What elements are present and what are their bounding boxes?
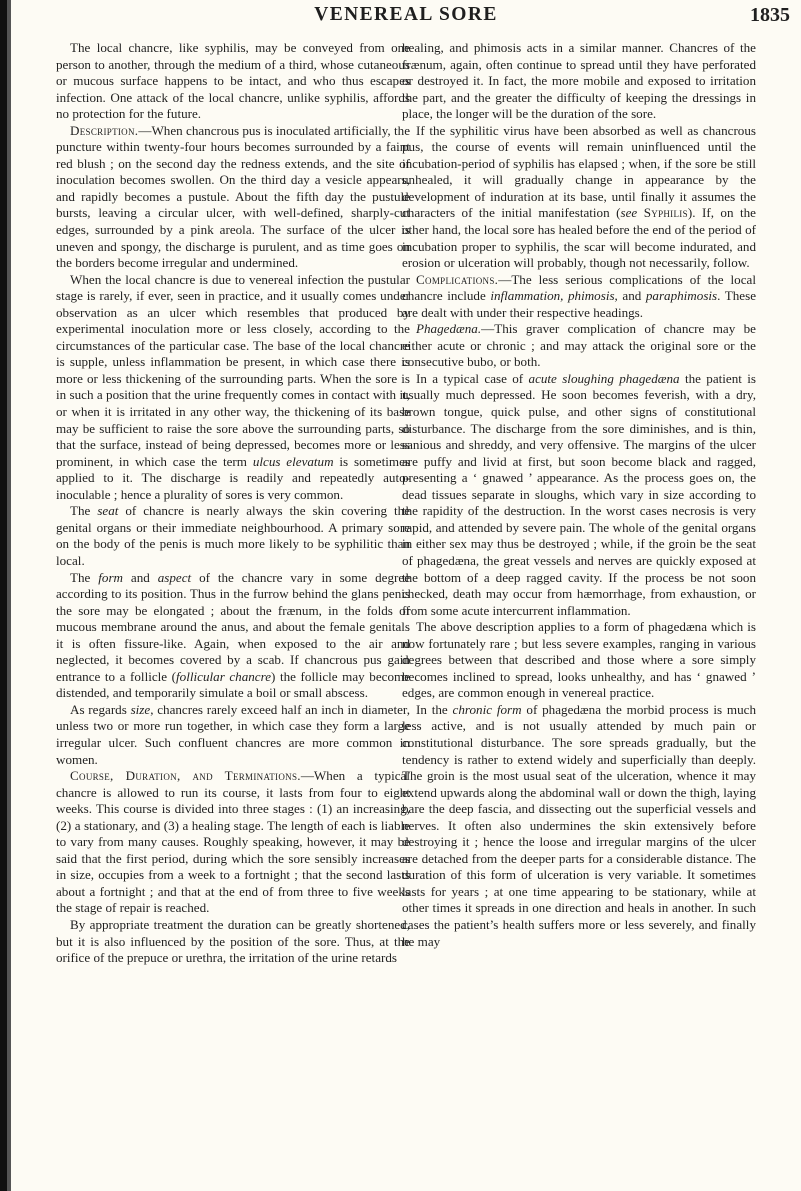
- paragraph: [402, 272, 756, 322]
- page-number: 1835: [750, 4, 790, 26]
- text-run: of chancre is nearly always the skin covering the genital organs or their immediate neighbourhood. A primary sore on the body of the penis is much more likely to be syphilitic than local.: [56, 503, 410, 568]
- italic-term: Phagedæna.: [416, 321, 482, 337]
- paragraph: [402, 371, 756, 619]
- italic-term: seat: [97, 503, 119, 519]
- text-run: The local chancre, like syphilis, may be conveyed from one person to another, through the medium of a third, whose cutaneous or mucous surface happens to be intact, and who thus escapes infection. One attack of the local chancre, unlike syphilis, affords no protection for the future.: [56, 40, 410, 122]
- italic-term: chronic form: [452, 701, 522, 717]
- text-run: and: [617, 288, 646, 304]
- italic-term: paraphimosis: [645, 288, 718, 304]
- text-run: of the chancre vary in some degree according to its position. Thus in the furrow behind the glans penis the sore may be elongated ; about the frænum, in the folds of mucous membrane around the anus, and about the female genitals it is often fissure-like. Again, when exposed to the air and neglected, it becomes covered by a scab. If chancrous pus gain entrance to a follicle (: [56, 569, 411, 684]
- section-heading: Complications.: [416, 271, 499, 287]
- paragraph: [56, 272, 410, 504]
- italic-term: form: [98, 569, 124, 585]
- paragraph: [56, 40, 410, 123]
- italic-term: inflammation, phimosis,: [490, 288, 618, 304]
- paragraph: [56, 917, 410, 967]
- text-run: As regards: [70, 701, 131, 717]
- italic-term: aspect: [157, 569, 192, 585]
- text-run: The: [70, 569, 99, 585]
- page-binding-edge: [0, 0, 7, 1191]
- paragraph: [402, 123, 756, 272]
- paragraph: [56, 503, 410, 569]
- page-title: VENEREAL SORE: [314, 4, 498, 25]
- text-run: The above description applies to a form of phagedæna which is now fortunately rare ; but less severe examples, ranging in various degrees between that described and those where a sore simply becomes inclined to spread, looks unhealthy, and has ‘ gnawed ’ edges, are common enough in venereal practice.: [402, 619, 756, 701]
- text-run: In the: [416, 701, 453, 717]
- italic-term: size: [130, 701, 151, 717]
- running-header: [18, 0, 794, 36]
- italic-term: follicular chancre: [176, 668, 272, 684]
- paragraph: [402, 321, 756, 371]
- italic-term: see: [620, 205, 638, 221]
- paragraph: [56, 123, 410, 272]
- text-run: ) the follicle may become distended, and temporarily simulate a boil or small abscess.: [56, 668, 411, 701]
- text-run: —This graver complication of chancre may be either acute or chronic ; and may attack the original sore or the consecutive bubo, or both.: [402, 321, 756, 370]
- text-run: the patient is usually much depressed. He soon becomes feverish, with a dry, brown tongue, quick pulse, and other signs of constitutional disturbance. The discharge from the sore diminishes, and is thin, sanious and shreddy, and very offensive. The margins of the ulcer are puffy and livid at first, but soon become black and ragged, presenting a ‘ gnawed ’ appearance. As the process goes on, the dead tissues separate in sloughs, which vary in size according to the rapidity of the destruction. In the worst cases necrosis is very rapid, and attended by severe pain. The whole of the genital organs in either sex may thus be destroyed ; while, if the groin be the seat of phagedæna, the great vessels and nerves are quickly exposed at the bottom of a deep ragged cavity. If the process be not soon checked, death may occur from hæmorrhage, from exhaustion, or from some acute intercurrent inflammation.: [402, 370, 756, 618]
- italic-term: acute sloughing phagedæna: [528, 370, 680, 386]
- text-run: —The less serious complications of the local chancre include: [402, 271, 756, 304]
- paragraph: [402, 40, 756, 123]
- text-run: , chancres rarely exceed half an inch in diameter, unless two or more run together, in which case they form a large irregular ulcer. Such confluent chancres are more common in women.: [56, 701, 410, 767]
- text-run: By appropriate treatment the duration can be greatly shortened, but it is also influenced by the position of the sore. Thus, at the orifice of the prepuce or urethra, the irritation of the urine retards: [56, 916, 410, 966]
- text-run: is sometimes applied to it. The discharge is readily and repeatedly auto-inoculable ; hence a plurality of sores is very common.: [56, 453, 410, 502]
- paragraph: [56, 702, 410, 768]
- text-run: If the syphilitic virus have been absorbed as well as chancrous pus, the course of events will remain uninfluenced until the incubation-period of syphilis has elapsed ; when, if the sore be still unhealed, it will gradually change in appearance by the development of induration at its base, until finally it assumes the characters of the initial manifestation (: [402, 122, 756, 221]
- text-run: of phagedæna the morbid process is much less active, and is not usually attended by much pain or constitutional disturbance. The sore spreads gradually, but the tendency is rather to extend widely and superficially than deeply. The groin is the most usual seat of the ulceration, whence it may extend upwards along the abdominal wall or down the thigh, laying bare the deep fascia, and dissecting out the superficial vessels and nerves. It often also undermines the skin extensively before destroying it ; hence the loose and irregular margins of the ulcer are detached from the deeper parts for a considerable distance. The duration of this form of ulceration is very variable. It sometimes lasts for years ; at one time appearing to be stationary, while at other times it spreads in one direction and heals in another. In such cases the patient’s health suffers more or less severely, and finally he may: [402, 701, 756, 949]
- paragraph: [56, 570, 410, 702]
- text-run: —When a typical chancre is allowed to run its course, it lasts from four to eight weeks. This course is divided into three stages : (1) an increasing, (2) a stationary, and (3) a healing stage. The length of each is liable to vary from many causes. Roughly speaking, however, it may be said that the first period, during which the sore sensibly increases in size, occupies from a week to a fortnight ; that the second lasts about a fortnight ; and that at the end of from three to five weeks the stage of repair is reached.: [56, 768, 410, 916]
- text-run: In a typical case of: [416, 370, 529, 386]
- text-run: and: [123, 569, 158, 585]
- paragraph: [56, 768, 410, 917]
- section-heading: Description.: [70, 122, 139, 138]
- text-run: When the local chancre is due to venereal infection the pustular stage is rarely, if ever, seen in practice, and it usually comes under observation as an ulcer which resembles that produced by experimental inoculation more or less closely, according to the circumstances of the particular case. The base of the local chancre is supple, unless inflammation be present, in which case there is more or less thickening of the surrounding parts. When the sore is in such a position that the urine frequently comes in contact with it, or when it is irritated in any other way, the thickening of its base may be sufficient to raise the sore above the surrounding parts, so that the surface, instead of being depressed, becomes more or less prominent, in which case the term: [56, 271, 410, 469]
- left-column: [56, 40, 410, 967]
- section-heading: Course, Duration, and Terminations.: [70, 768, 301, 784]
- paragraph: [402, 702, 756, 950]
- text-run: . These are dealt with under their respective headings.: [402, 288, 757, 320]
- page-binding-shadow: [7, 0, 11, 1191]
- text-run: healing, and phimosis acts in a similar manner. Chancres of the frænum, again, often continue to spread until they have perforated or destroyed it. In fact, the more mobile and exposed to irritation the part, and the greater the difficulty of keeping the dressings in place, the longer will be the duration of the sore.: [402, 40, 756, 122]
- text-run: ). If, on the other hand, the local sore has healed before the end of the period of incubation proper to syphilis, the scar will become indurated, and erosion or ulceration will probably, though not necessarily, follow.: [402, 205, 756, 271]
- italic-term: ulcus elevatum: [252, 453, 334, 469]
- right-column: [402, 40, 756, 950]
- section-heading: Syphilis: [643, 205, 688, 221]
- text-run: The: [70, 503, 98, 519]
- text-run: —When chancrous pus is inoculated artificially, the puncture within twenty-four hours becomes surrounded by a faint red blush ; on the second day the redness extends, and the site of inoculation becomes swollen. On the third day a vesicle appears, and rapidly becomes a pustule. About the fifth day the pustule bursts, leaving a circular ulcer, with well-defined, sharply-cut edges, surrounded by a pink areola. The surface of the ulcer is uneven and spongy, the discharge is purulent, and as time goes on the borders become irregular and undermined.: [56, 122, 410, 271]
- paragraph: [402, 619, 756, 702]
